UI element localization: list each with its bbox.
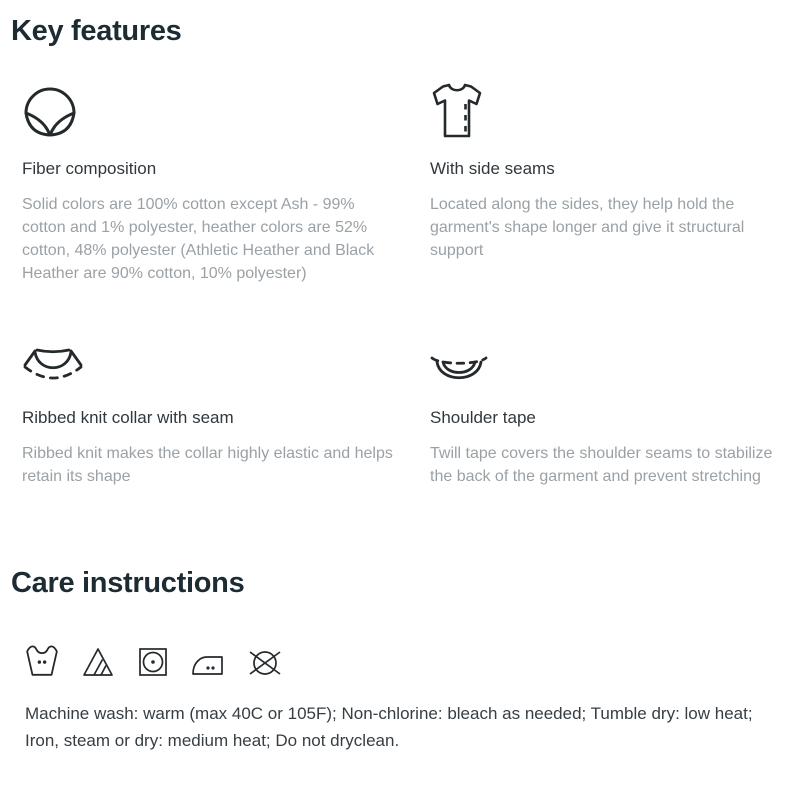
- feature-description: Solid colors are 100% cotton except Ash - 99% cotton and 1% polyester, heather colors are 52% cotton, 48% polyester (Athletic Heather and Black Heather are 90% cotton, 10% polyester): [22, 196, 375, 282]
- feature-side-seams: [430, 78, 783, 285]
- feature-title: Ribbed knit collar with seam: [22, 408, 234, 427]
- feature-title: With side seams: [430, 159, 555, 178]
- do-not-dryclean-icon: [247, 648, 283, 678]
- key-features-section: [11, 14, 783, 488]
- care-instructions-heading: Care instructions: [11, 567, 245, 599]
- feature-description: Twill tape covers the shoulder seams to stabilize the back of the garment and prevent stretching: [430, 445, 773, 485]
- machine-wash-icon: [25, 642, 59, 678]
- care-instructions-section: [11, 566, 783, 754]
- care-symbols-row: [25, 642, 783, 678]
- key-features-grid: [11, 78, 783, 488]
- feature-title: Shoulder tape: [430, 408, 536, 427]
- iron-icon: [191, 650, 225, 678]
- fiber-composition-icon: [22, 78, 394, 142]
- key-features-heading: Key features: [11, 15, 182, 47]
- side-seams-icon: [430, 78, 783, 142]
- shoulder-tape-icon: [430, 327, 783, 391]
- feature-shoulder-tape: [430, 327, 783, 488]
- feature-ribbed-knit-collar: [22, 327, 394, 488]
- feature-title: Fiber composition: [22, 159, 157, 178]
- feature-description: Located along the sides, they help hold the garment's shape longer and give it structural support: [430, 196, 745, 259]
- tumble-dry-icon: [137, 646, 169, 678]
- care-instructions-text: Machine wash: warm (max 40C or 105F); Non-chlorine: bleach as needed; Tumble dry: low heat; Iron, steam or dry: medium heat; Do not dryclean.: [25, 704, 753, 750]
- feature-description: Ribbed knit makes the collar highly elastic and helps retain its shape: [22, 445, 393, 485]
- feature-fiber-composition: [22, 78, 394, 285]
- ribbed-knit-collar-icon: [22, 327, 394, 391]
- non-chlorine-bleach-icon: [81, 646, 115, 678]
